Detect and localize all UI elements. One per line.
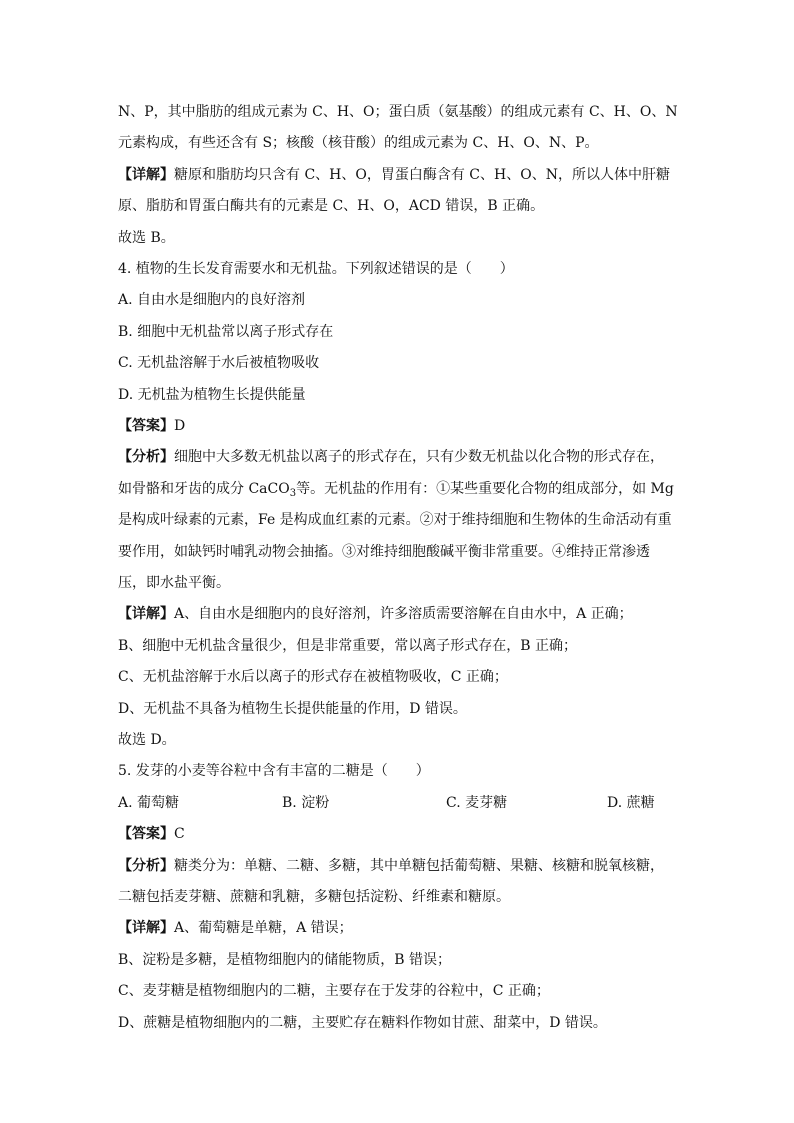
text-line: 元素构成，有些还含有 S；核酸（核苷酸）的组成元素为 C、H、O、N、P。 [118, 135, 599, 151]
answer-label: 【答案】 [118, 826, 174, 842]
question-5-option-c: C. 麦芽糖 [446, 795, 508, 811]
text-line: B、细胞中无机盐含量很少，但是非常重要，常以离子形式存在，B 正确； [118, 638, 578, 654]
answer-line [118, 416, 185, 436]
analysis-paragraph [118, 447, 664, 467]
question-5-option-d: D. 蔗糖 [607, 795, 655, 811]
text-segment: 等。无机盐的作用有：①某些重要化合物的组成部分，如 Mg [296, 481, 674, 497]
subscript: 3 [289, 488, 297, 499]
text-line: 细胞中大多数无机盐以离子的形式存在，只有少数无机盐以化合物的形式存在， [174, 449, 664, 465]
answer-label: 【答案】 [118, 418, 174, 434]
text-line [118, 479, 674, 504]
analysis-label: 【分析】 [118, 449, 174, 465]
text-line: 原、脂肪和胃蛋白酶共有的元素是 C、H、O，ACD 错误，B 正确。 [118, 198, 545, 214]
text-line: D、蔗糖是植物细胞内的二糖，主要贮存在糖料作物如甘蔗、甜菜中，D 错误。 [118, 1015, 607, 1031]
detail-paragraph [118, 165, 670, 185]
detail-label: 【详解】 [118, 167, 174, 183]
analysis-label: 【分析】 [118, 858, 174, 874]
question-4-option-b: B. 细胞中无机盐常以离子形式存在 [118, 324, 334, 340]
text-line: 是构成叶绿素的元素，Fe 是构成血红素的元素。②对于维持细胞和生物体的生命活动有重 [118, 512, 672, 528]
text-line: 二糖包括麦芽糖、蔗糖和乳糖，多糖包括淀粉、纤维素和糖原。 [118, 889, 510, 905]
answer-line [118, 824, 185, 844]
answer-value: D [174, 418, 186, 434]
question-4-option-c: C. 无机盐溶解于水后被植物吸收 [118, 355, 320, 371]
text-line: 要作用，如缺钙时哺乳动物会抽搐。③对维持细胞酸碱平衡非常重要。④维持正常渗透 [118, 544, 650, 560]
text-line: N、P，其中脂肪的组成元素为 C、H、O；蛋白质（氨基酸）的组成元素有 C、H、O、N [118, 104, 678, 120]
detail-paragraph [118, 604, 633, 624]
question-4-option-a: A. 自由水是细胞内的良好溶剂 [118, 292, 306, 308]
detail-paragraph [118, 918, 353, 938]
text-line: C、无机盐溶解于水后以离子的形式存在被植物吸收，C 正确； [118, 669, 508, 685]
question-4-stem: 4. 植物的生长发育需要水和无机盐。下列叙述错误的是（ ） [118, 261, 514, 277]
text-line: A、葡萄糖是单糖，A 错误； [174, 920, 353, 936]
question-5-option-a: A. 葡萄糖 [118, 795, 180, 811]
conclusion-line: 故选 B。 [118, 230, 175, 246]
detail-label: 【详解】 [118, 606, 174, 622]
text-segment: 如骨骼和牙齿的成分 CaCO [118, 481, 290, 497]
text-line: B、淀粉是多糖，是植物细胞内的储能物质，B 错误； [118, 952, 452, 968]
answer-value: C [174, 826, 185, 842]
text-line: 压，即水盐平衡。 [118, 575, 230, 591]
text-line: D、无机盐不具备为植物生长提供能量的作用，D 错误。 [118, 701, 467, 717]
conclusion-line: 故选 D。 [118, 732, 176, 748]
question-5-stem: 5. 发芽的小麦等谷粒中含有丰富的二糖是（ ） [118, 763, 430, 779]
text-line: 糖原和脂肪均只含有 C、H、O，胃蛋白酶含有 C、H、O、N，所以人体中肝糖 [174, 167, 670, 183]
question-5-option-b: B. 淀粉 [282, 795, 330, 811]
analysis-paragraph [118, 856, 664, 876]
question-4-option-d: D. 无机盐为植物生长提供能量 [118, 387, 306, 403]
text-line: C、麦芽糖是植物细胞内的二糖，主要存在于发芽的谷粒中，C 正确； [118, 983, 550, 999]
detail-label: 【详解】 [118, 920, 174, 936]
text-line: A、自由水是细胞内的良好溶剂，许多溶质需要溶解在自由水中，A 正确； [174, 606, 633, 622]
text-line: 糖类分为：单糖、二糖、多糖，其中单糖包括葡萄糖、果糖、核糖和脱氧核糖， [174, 858, 664, 874]
